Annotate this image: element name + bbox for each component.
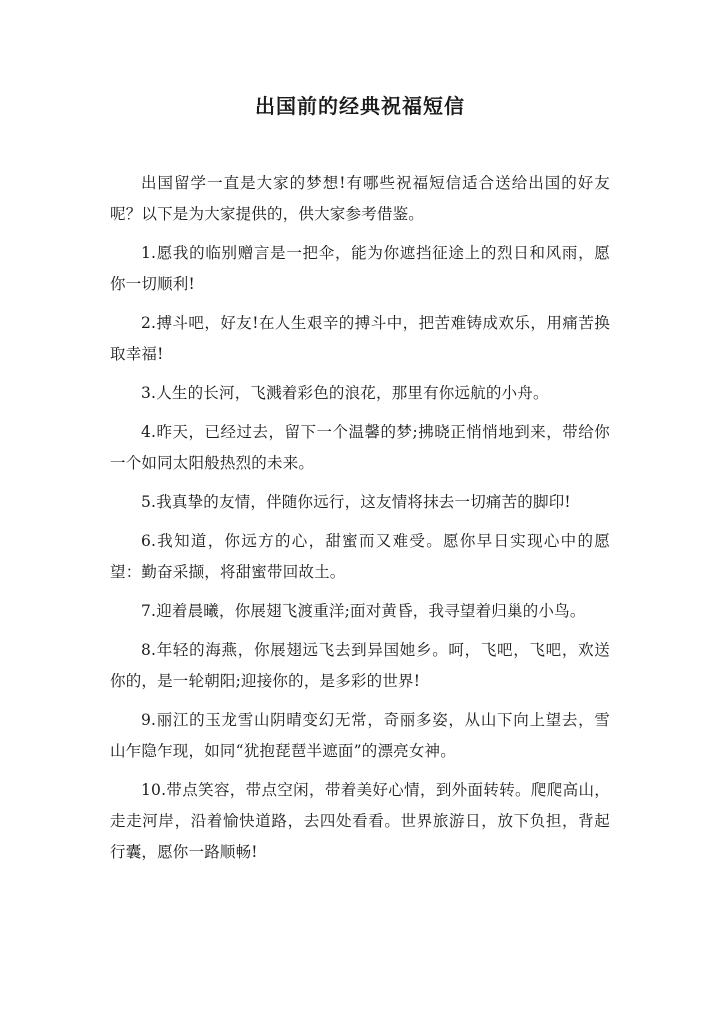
wish-item-2: 2.搏斗吧，好友!在人生艰辛的搏斗中，把苦难铸成欢乐，用痛苦换取幸福! [110, 314, 610, 363]
wish-item-3: 3.人生的长河，飞溅着彩色的浪花，那里有你远航的小舟。 [141, 384, 549, 402]
wish-item-6: 6.我知道，你远方的心，甜蜜而又难受。愿你早日实现心中的愿望：勤奋采撷，将甜蜜带回故土。 [110, 532, 610, 581]
document-body [110, 168, 610, 876]
wish-item-8: 8.年轻的海燕，你展翅远飞去到异国她乡。呵，飞吧，飞吧，欢送你的，是一轮朝阳;迎接你的，是多彩的世界! [110, 641, 610, 690]
document-title: 出国前的经典祝福短信 [255, 94, 465, 118]
wish-item-5: 5.我真挚的友情，伴随你远行，这友情将抹去一切痛苦的脚印! [141, 493, 571, 511]
wish-item-9: 9.丽江的玉龙雪山阴晴变幻无常，奇丽多姿，从山下向上望去，雪山乍隐乍现，如同“犹抱琵琶半遮面”的漂亮女神。 [110, 711, 610, 760]
wish-item-10: 10.带点笑容，带点空闲，带着美好心情，到外面转转。爬爬高山，走走河岸，沿着愉快道路，去四处看看。世界旅游日，放下负担，背起行囊，愿你一路顺畅! [110, 781, 610, 861]
intro-paragraph: 出国留学一直是大家的梦想!有哪些祝福短信适合送给出国的好友呢？以下是为大家提供的，供大家参考借鉴。 [110, 174, 610, 223]
wish-item-7: 7.迎着晨曦，你展翅飞渡重洋;面对黄昏，我寻望着归巢的小鸟。 [141, 602, 586, 620]
wish-item-4: 4.昨天，已经过去，留下一个温馨的梦;拂晓正悄悄地到来，带给你一个如同太阳般热烈的未来。 [110, 423, 610, 472]
wish-item-1: 1.愿我的临别赠言是一把伞，能为你遮挡征途上的烈日和风雨，愿你一切顺利! [110, 244, 610, 293]
